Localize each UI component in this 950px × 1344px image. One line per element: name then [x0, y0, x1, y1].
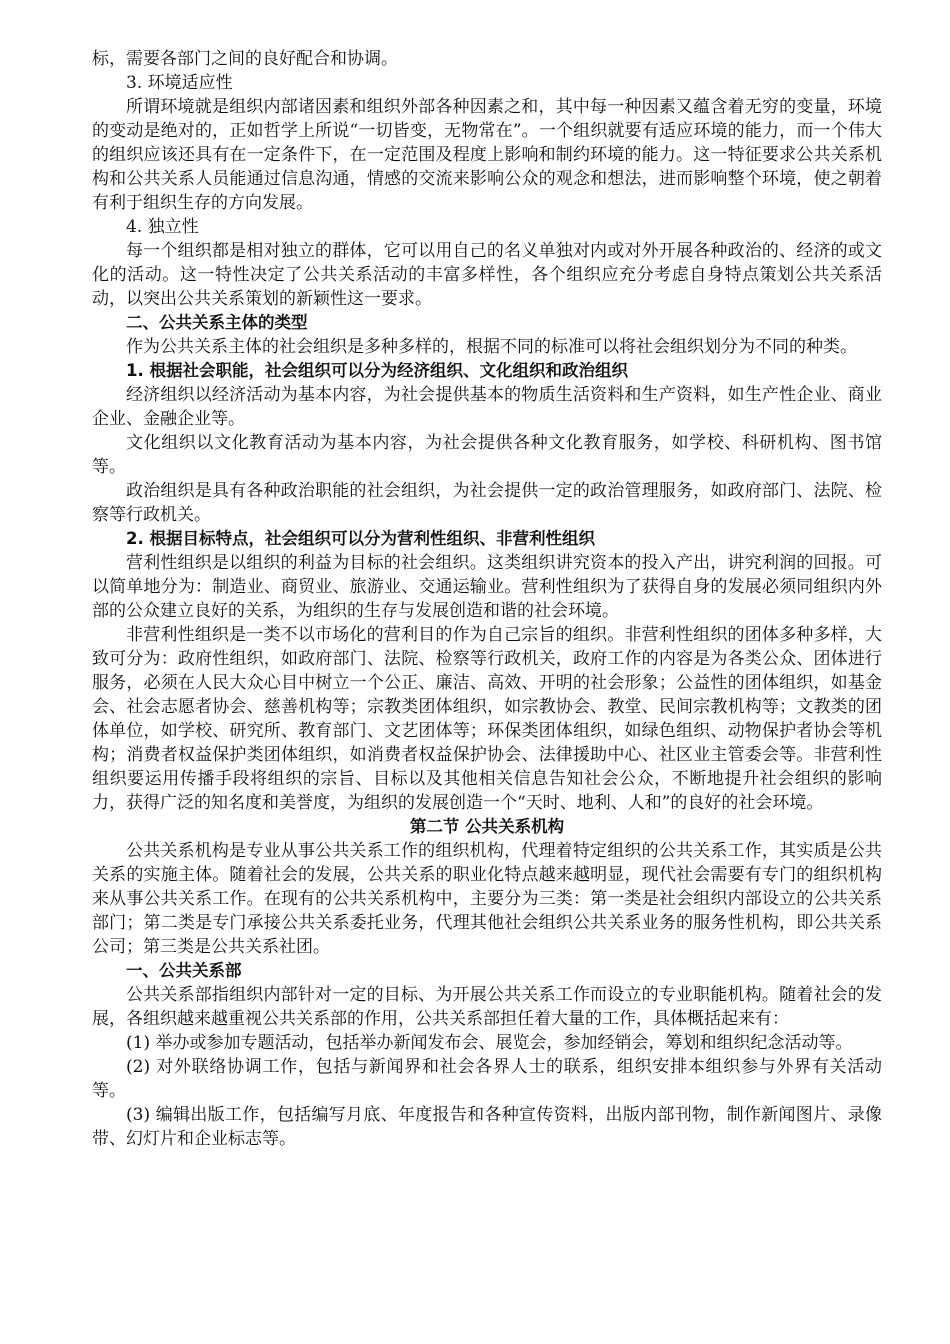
paragraph-continuation: 标，需要各部门之间的良好配合和协调。	[92, 49, 398, 69]
list-item-1: (1) 举办或参加专题活动，包括举办新闻发布会、展览会，参加经销会，筹划和组织纪念活动等。	[126, 1033, 853, 1053]
paragraph-cultural-org: 文化组织以文化教育活动为基本内容，为社会提供各种文化教育服务，如学校、科研机构、图书馆等。	[92, 433, 882, 477]
chapter-section-title: 第二节 公共关系机构	[409, 817, 565, 836]
section-heading-subject-types: 二、公共关系主体的类型	[126, 313, 308, 332]
paragraph-environment: 所谓环境就是组织内部诸因素和组织外部各种因素之和，其中每一种因素又蕴含着无穷的变量，环境的变动是绝对的，正如哲学上所说“一切皆变，无物常在”。一个组织就要有适应环境的能力，而一个伟大的组织应该还具有在一定条件下，在一定范围及程度上影响和制约环境的能力。这一特征要求公共关系机构和公共关系人员能通过信息沟通，情感的交流来影响公众的观念和想法，进而影响整个环境，使之朝着有利于组织生存的方向发展。	[92, 97, 882, 213]
paragraph-political-org: 政治组织是具有各种政治职能的社会组织，为社会提供一定的政治管理服务，如政府部门、法院、检察等行政机关。	[92, 481, 882, 525]
heading-environment-adaptability: 3. 环境适应性	[126, 73, 233, 93]
paragraph-profit-org: 营利性组织是以组织的利益为目标的社会组织。这类组织讲究资本的投入产出，讲究利润的回报。可以简单地分为：制造业、商贸业、旅游业、交通运输业。营利性组织为了获得自身的发展必须同组织内外部的公众建立良好的关系，为组织的生存与发展创造和谐的社会环境。	[92, 553, 882, 621]
list-item-3: (3) 编辑出版工作，包括编写月底、年度报告和各种宣传资料，出版内部刊物，制作新闻图片、录像带、幻灯片和企业标志等。	[92, 1105, 882, 1149]
subheading-goal-features: 2. 根据目标特点，社会组织可以分为营利性组织、非营利性组织	[126, 529, 595, 548]
subheading-social-function: 1. 根据社会职能，社会组织可以分为经济组织、文化组织和政治组织	[126, 361, 628, 380]
paragraph-subject-types: 作为公共关系主体的社会组织是多种多样的，根据不同的标准可以将社会组织划分为不同的种类。	[126, 337, 857, 357]
paragraph-economic-org: 经济组织以经济活动为基本内容，为社会提供基本的物质生活资料和生产资料，如生产性企业、商业企业、金融企业等。	[92, 385, 882, 429]
section-heading-pr-department: 一、公共关系部	[126, 961, 242, 980]
paragraph-independence: 每一个组织都是相对独立的群体，它可以用自己的名义单独对内或对外开展各种政治的、经济的或文化的活动。这一特性决定了公共关系活动的丰富多样性，各个组织应充分考虑自身特点策划公共关系活动，以突出公共关系策划的新颖性这一要求。	[92, 241, 882, 309]
list-item-2: (2) 对外联络协调工作，包括与新闻界和社会各界人士的联系，组织安排本组织参与外界有关活动等。	[92, 1057, 882, 1101]
paragraph-pr-department: 公共关系部指组织内部针对一定的目标、为开展公共关系工作而设立的专业职能机构。随着社会的发展，各组织越来越重视公共关系部的作用，公共关系部担任着大量的工作，具体概括起来有：	[92, 985, 882, 1029]
paragraph-nonprofit-org: 非营利性组织是一类不以市场化的营利目的作为自己宗旨的组织。非营利性组织的团体多种多样，大致可分为：政府性组织，如政府部门、法院、检察等行政机关，政府工作的内容是为各类公众、团体进行服务，必须在人民大众心目中树立一个公正、廉洁、高效、开明的社会形象；公益性的团体组织，如基金会、社会志愿者协会、慈善机构等；宗教类团体组织，如宗教协会、教堂、民间宗教机构等；文教类的团体单位，如学校、研究所、教育部门、文艺团体等；环保类团体组织，如绿色组织、动物保护者协会等机构；消费者权益保护类团体组织，如消费者权益保护协会、法律援助中心、社区业主管委会等。非营利性组织要运用传播手段将组织的宗旨、目标以及其他相关信息告知社会公众，不断地提升社会组织的影响力，获得广泛的知名度和美誉度，为组织的发展创造一个“天时、地利、人和”的良好的社会环境。	[92, 625, 882, 813]
paragraph-pr-institutions: 公共关系机构是专业从事公共关系工作的组织机构，代理着特定组织的公共关系工作，其实质是公共关系的实施主体。随着社会的发展，公共关系的职业化特点越来越明显，现代社会需要有专门的组织机构来从事公共关系工作。在现有的公共关系机构中，主要分为三类：第一类是社会组织内部设立的公共关系部门；第二类是专门承接公共关系委托业务，代理其他社会组织公共关系业务的服务性机构，即公共关系公司；第三类是公共关系社团。	[92, 841, 882, 957]
heading-independence: 4. 独立性	[126, 217, 199, 237]
